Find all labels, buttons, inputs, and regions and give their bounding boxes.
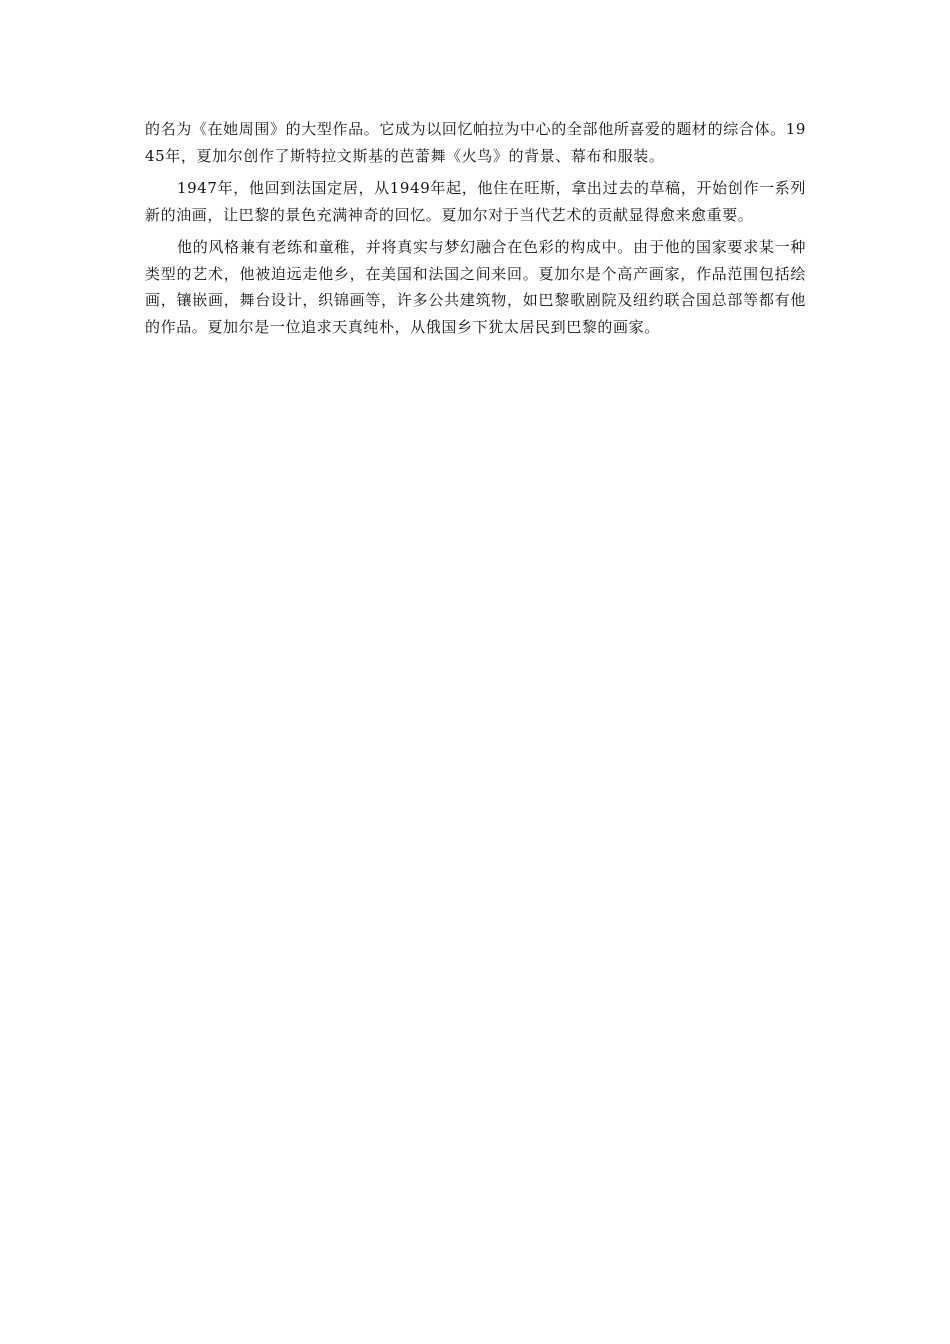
paragraph-1947: 1947年，他回到法国定居，从1949年起，他住在旺斯，拿出过去的草稿，开始创作一系列新的油画，让巴黎的景色充满神奇的回忆。夏加尔对于当代艺术的贡献显得愈来愈重要。	[145, 179, 806, 224]
paragraph-style: 他的风格兼有老练和童稚，并将真实与梦幻融合在色彩的构成中。由于他的国家要求某一种类型的艺术，他被迫远走他乡，在美国和法国之间来回。夏加尔是个高产画家，作品范围包括绘画，镶嵌画，舞台设计，织锦画等，许多公共建筑物，如巴黎歌剧院及纽约联合国总部等都有他的作品。夏加尔是一位追求天真纯朴，从俄国乡下犹太居民到巴黎的画家。	[145, 238, 806, 336]
document-body	[145, 116, 806, 346]
paragraph-continuation: 的名为《在她周围》的大型作品。它成为以回忆帕拉为中心的全部他所喜爱的题材的综合体。1945年，夏加尔创作了斯特拉文斯基的芭蕾舞《火鸟》的背景、幕布和服装。	[145, 120, 806, 165]
